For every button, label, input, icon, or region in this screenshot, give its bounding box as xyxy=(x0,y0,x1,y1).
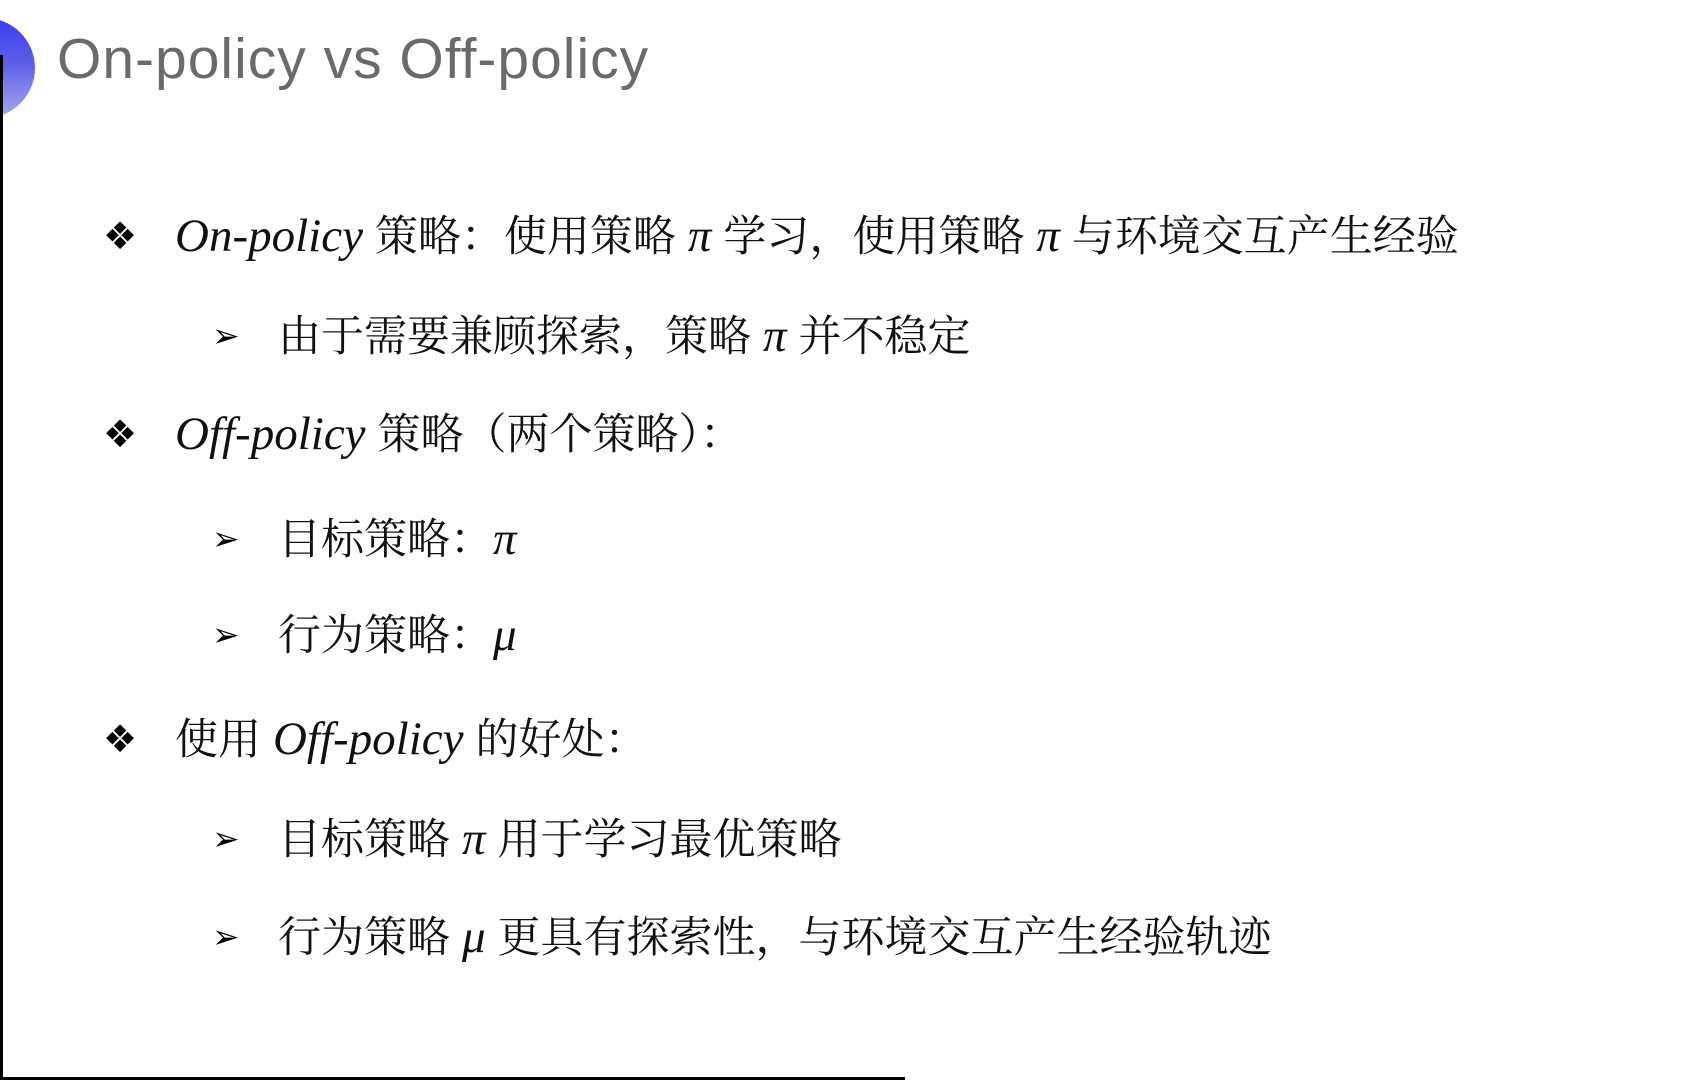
bullet-text xyxy=(278,608,517,663)
sub-bullet-target-policy xyxy=(212,512,517,567)
cjk-text: 行为策略 xyxy=(278,914,462,962)
bullet-text xyxy=(278,812,841,867)
bullet-text xyxy=(278,309,970,364)
decorative-sphere-icon xyxy=(0,18,35,118)
arrowhead-bullet-icon: ➢ xyxy=(212,615,240,654)
slide-title: On-policy vs Off-policy xyxy=(57,27,650,91)
cjk-text: 与环境交互产生经验 xyxy=(1059,213,1459,261)
arrowhead-bullet-icon: ➢ xyxy=(212,819,240,858)
bullet-item-benefits xyxy=(103,712,647,767)
bullet-item-offpolicy xyxy=(103,407,743,462)
cjk-text: 策略（两个策略）： xyxy=(365,411,744,459)
bullet-item-onpolicy xyxy=(103,209,1459,264)
latin-italic-text: π xyxy=(1036,210,1060,262)
latin-italic-text: π xyxy=(762,310,787,362)
arrowhead-bullet-icon: ➢ xyxy=(212,519,240,558)
latin-italic-text: μ xyxy=(461,911,486,963)
latin-italic-text: μ xyxy=(493,609,517,661)
latin-italic-text: Off-policy xyxy=(175,408,366,460)
cjk-text: 目标策略 xyxy=(278,816,462,864)
sub-bullet-target-learning xyxy=(212,812,841,867)
latin-italic-text: π xyxy=(493,513,517,565)
latin-italic-text: π xyxy=(461,813,486,865)
diamond-bullet-icon: ❖ xyxy=(103,214,138,258)
cjk-text: 用于学习最优策略 xyxy=(485,816,842,864)
sub-bullet-unstable xyxy=(212,309,970,364)
left-edge-line xyxy=(0,55,3,1080)
cjk-text: 策略：使用策略 xyxy=(362,213,688,261)
diamond-bullet-icon: ❖ xyxy=(103,412,138,456)
bullet-text xyxy=(175,712,647,767)
arrowhead-bullet-icon: ➢ xyxy=(212,316,240,355)
bullet-text xyxy=(175,209,1459,264)
arrowhead-bullet-icon: ➢ xyxy=(212,917,240,956)
bullet-text xyxy=(175,407,743,462)
cjk-text: 行为策略： xyxy=(278,612,493,660)
cjk-text: 目标策略： xyxy=(278,516,493,564)
cjk-text: 的好处： xyxy=(463,716,648,764)
cjk-text: 学习，使用策略 xyxy=(711,213,1037,261)
sub-bullet-behavior-policy xyxy=(212,608,517,663)
latin-italic-text: π xyxy=(687,210,712,262)
cjk-text: 并不稳定 xyxy=(786,313,971,361)
latin-italic-text: Off-policy xyxy=(272,713,464,765)
cjk-text: 由于需要兼顾探索，策略 xyxy=(278,313,763,361)
sub-bullet-behavior-exploration xyxy=(212,910,1272,965)
bullet-text xyxy=(278,910,1272,965)
cjk-text: 更具有探索性，与环境交互产生经验轨迹 xyxy=(485,914,1272,962)
cjk-text: 使用 xyxy=(175,716,273,764)
diamond-bullet-icon: ❖ xyxy=(103,717,138,761)
bullet-text xyxy=(278,512,517,567)
latin-italic-text: On-policy xyxy=(175,210,363,262)
